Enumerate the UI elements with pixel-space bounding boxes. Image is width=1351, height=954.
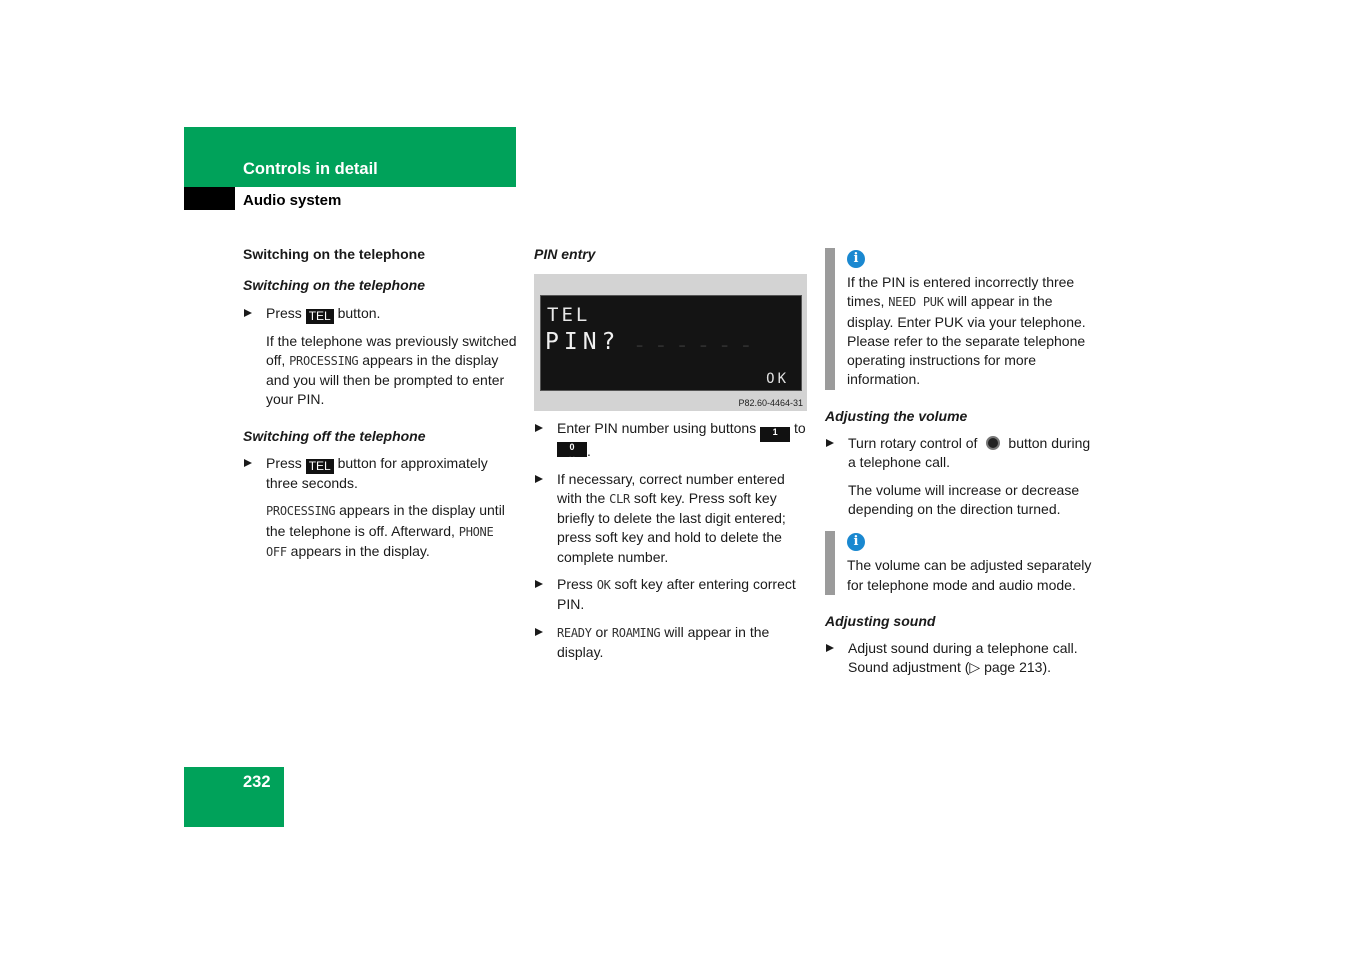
bullet-triangle-icon (826, 644, 834, 652)
processing-display-text: PROCESSING (289, 353, 359, 368)
info-icon: i (847, 250, 865, 268)
column-right (825, 248, 1101, 678)
lcd-display (540, 295, 802, 391)
pin-step-confirm: Press OK soft key after entering correct PIN. (534, 575, 810, 615)
column-middle (534, 245, 810, 662)
pin-entry-heading: PIN entry (534, 246, 596, 262)
bullet-triangle-icon (535, 628, 543, 636)
bullet-triangle-icon (244, 459, 252, 467)
switch-on-step: Press TEL button. (243, 304, 519, 324)
switch-off-heading: Switching off the telephone (243, 427, 426, 444)
ok-display-text: OK (596, 578, 611, 593)
volume-heading: Adjusting the volume (825, 407, 968, 424)
roaming-display-text: ROAMING (611, 625, 661, 640)
page-number: 232 (243, 773, 271, 791)
switch-on-note: If the telephone was previously switched off, PROCESSING appears in the display and you will then be prompted to enter your PIN. (266, 332, 517, 408)
switch-on-heading: Switching on the telephone (243, 277, 425, 294)
bullet-triangle-icon (826, 439, 834, 447)
info-text-volume: The volume can be adjusted separately for telephone mode and audio mode. (847, 557, 1092, 593)
lcd-ghost-digits: ------ (633, 333, 761, 359)
volume-note: The volume will increase or decrease depending on the direction turned. (848, 481, 1080, 517)
bullet-triangle-icon (535, 424, 543, 432)
column-left (243, 245, 519, 562)
pin-step-enter: Enter PIN number using buttons 1 to 0 ␣ . (534, 419, 810, 461)
pin-step-result: READY or ROAMING will appear in the display. (534, 623, 810, 663)
tel-key-icon: TEL (306, 459, 334, 474)
info-note-pin (825, 248, 1101, 390)
processing-display-text: PROCESSING (266, 504, 336, 519)
key-1-icon: 1 (760, 427, 790, 442)
section-title: Controls in detail (243, 160, 378, 178)
bullet-triangle-icon (244, 309, 252, 317)
switch-off-note: PROCESSING appears in the display until the telephone is off. Afterward, PHONE OFF appears in the display. (266, 502, 505, 559)
pin-step-correct: If necessary, correct number entered with the CLR soft key. Press soft key briefly to delete the last digit entered; press soft key and hold to delete the complete number. (534, 470, 810, 567)
need-puk-display-text: NEED PUK (888, 295, 944, 310)
clr-display-text: CLR (609, 491, 630, 506)
info-note-volume (825, 531, 1101, 595)
switch-off-step: Press TEL button for approximately three seconds. (243, 454, 519, 493)
info-bar (825, 248, 835, 390)
sound-step: Adjust sound during a telephone call. Sound adjustment (▷ page 213). (825, 639, 1101, 678)
ready-display-text: READY (557, 625, 592, 640)
sound-heading: Adjusting sound (825, 612, 936, 629)
subsection-marker (184, 187, 235, 210)
lcd-line-tel: TEL (547, 304, 591, 327)
info-icon: i (847, 533, 865, 551)
figure-code: P82.60-4464-31 (738, 398, 803, 409)
info-bar (825, 531, 835, 595)
key-0-icon: 0 ␣ (557, 442, 587, 457)
tel-key-icon: TEL (306, 309, 334, 324)
info-text-pin: If the PIN is entered incorrectly three times, NEED PUK will appear in the display. Enter PUK via your telephone. Please refer to the separate telephone operating instructions for more information. (847, 274, 1086, 388)
rotary-knob-icon (986, 436, 1000, 450)
main-heading: Switching on the telephone (243, 246, 425, 262)
volume-step: Turn rotary control of button during a telephone call. (825, 434, 1101, 473)
bullet-triangle-icon (535, 475, 543, 483)
display-figure (534, 274, 807, 411)
phone-off-display-text: PHONE OFF (266, 524, 494, 559)
bullet-triangle-icon (535, 580, 543, 588)
lcd-ok-softkey: OK (766, 371, 789, 388)
subsection-title: Audio system (243, 192, 342, 209)
lcd-line-pin: PIN? (545, 329, 621, 356)
